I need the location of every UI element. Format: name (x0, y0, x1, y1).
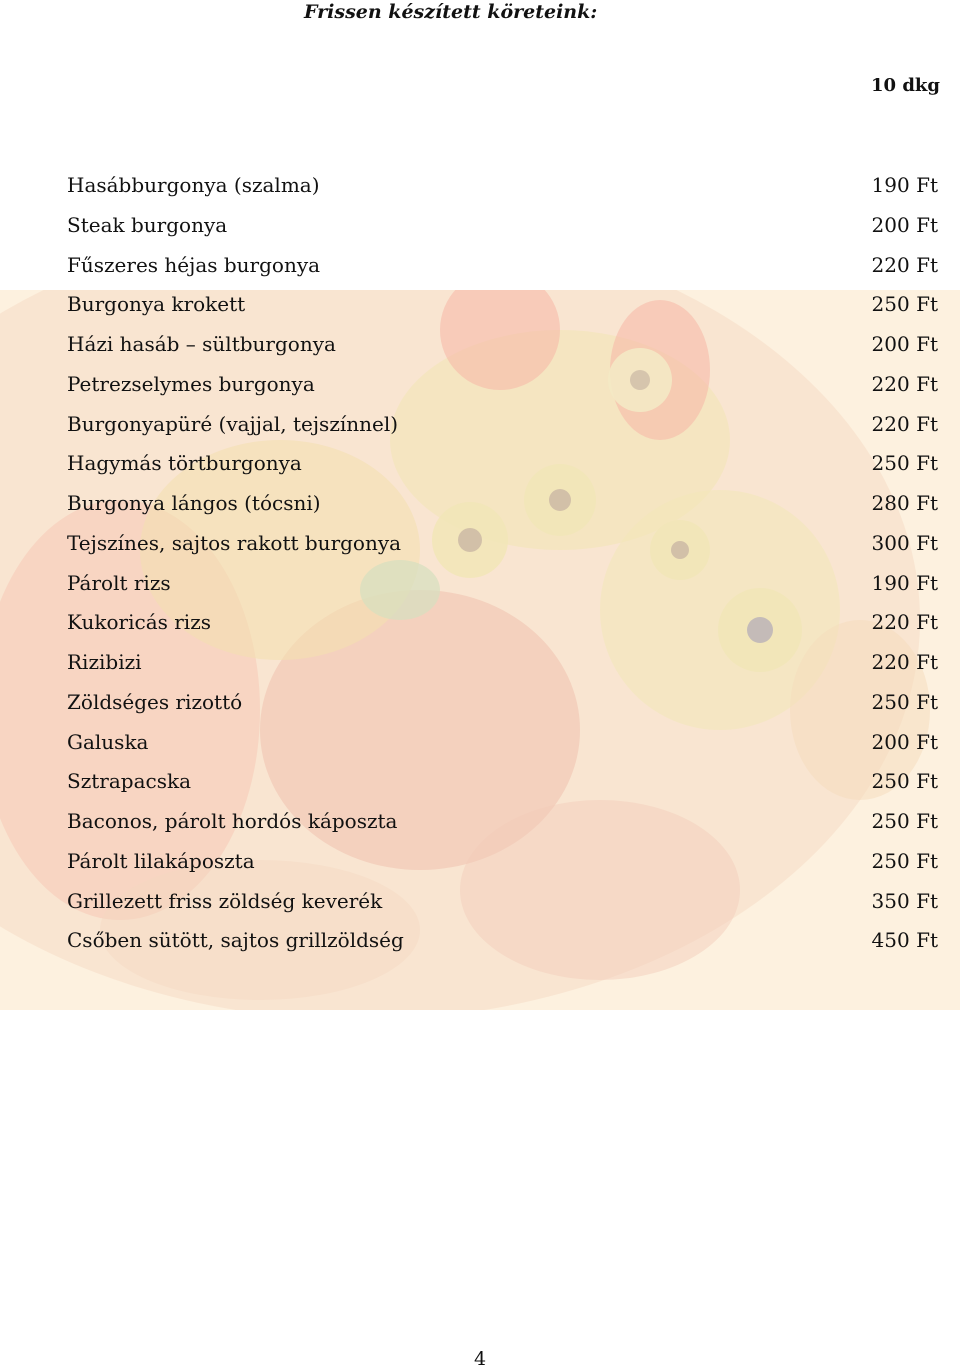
list-item (67, 683, 940, 723)
item-price: 300 Ft (871, 530, 938, 555)
item-price: 250 Ft (871, 848, 938, 873)
item-name: Burgonyapüré (vajjal, tejszínnel) (67, 411, 399, 436)
item-name: Steak burgonya (67, 212, 228, 237)
item-name: Grillezett friss zöldség keverék (67, 888, 383, 913)
item-price: 200 Ft (871, 332, 938, 356)
item-name: Petrezselymes burgonya (67, 371, 315, 396)
list-item (67, 524, 940, 564)
item-price: 250 Ft (871, 689, 938, 714)
item-name: Fűszeres héjas burgonya (67, 252, 321, 277)
item-price: 350 Ft (871, 888, 938, 913)
list-item (67, 285, 940, 325)
list-item (67, 365, 940, 405)
item-price: 190 Ft (871, 173, 938, 197)
item-name: Galuska (67, 729, 149, 754)
item-price: 220 Ft (871, 650, 938, 674)
page-title: Frissen készített köreteink: (304, 1, 598, 23)
item-name: Zöldséges rizottó (67, 689, 243, 714)
list-item (67, 842, 940, 882)
list-item (67, 882, 940, 922)
item-name: Tejszínes, sajtos rakott burgonya (67, 530, 402, 555)
list-item (67, 762, 940, 802)
list-item (67, 921, 940, 961)
item-price: 220 Ft (871, 411, 938, 436)
item-name: Csőben sütött, sajtos grillzöldség (67, 928, 404, 953)
item-name: Hasábburgonya (szalma) (67, 173, 320, 197)
list-item (67, 246, 940, 286)
list-item (67, 643, 940, 683)
list-item (67, 325, 940, 365)
item-price: 250 Ft (871, 292, 938, 317)
list-item (67, 166, 940, 206)
list-item (67, 564, 940, 604)
item-price: 200 Ft (871, 729, 938, 754)
item-name: Kukoricás rizs (67, 610, 212, 635)
item-price: 450 Ft (871, 928, 938, 953)
item-price: 280 Ft (871, 491, 938, 515)
item-price: 190 Ft (871, 570, 938, 595)
item-price: 250 Ft (871, 809, 938, 833)
item-price: 220 Ft (871, 252, 938, 277)
item-name: Rizibizi (67, 650, 142, 674)
item-name: Baconos, párolt hordós káposzta (67, 809, 398, 833)
item-name: Házi hasáb – sültburgonya (67, 332, 336, 356)
list-item (67, 405, 940, 445)
item-price: 250 Ft (871, 769, 938, 794)
item-name: Hagymás törtburgonya (67, 451, 302, 476)
list-item (67, 603, 940, 643)
item-name: Burgonya krokett (67, 292, 246, 317)
list-item (67, 206, 940, 246)
item-price: 220 Ft (871, 610, 938, 635)
item-name: Párolt rizs (67, 570, 171, 595)
item-name: Burgonya lángos (tócsni) (67, 491, 321, 515)
item-name: Sztrapacska (67, 769, 191, 794)
item-price: 250 Ft (871, 451, 938, 476)
list-item (67, 723, 940, 763)
list-item (67, 802, 940, 842)
list-item (67, 444, 940, 484)
page-number: 4 (473, 1348, 487, 1370)
list-item (67, 484, 940, 524)
item-name: Párolt lilakáposzta (67, 848, 255, 873)
item-price: 200 Ft (871, 212, 938, 237)
side-dish-price-list (67, 166, 940, 961)
unit-header: 10 dkg (871, 75, 940, 96)
item-price: 220 Ft (871, 371, 938, 396)
